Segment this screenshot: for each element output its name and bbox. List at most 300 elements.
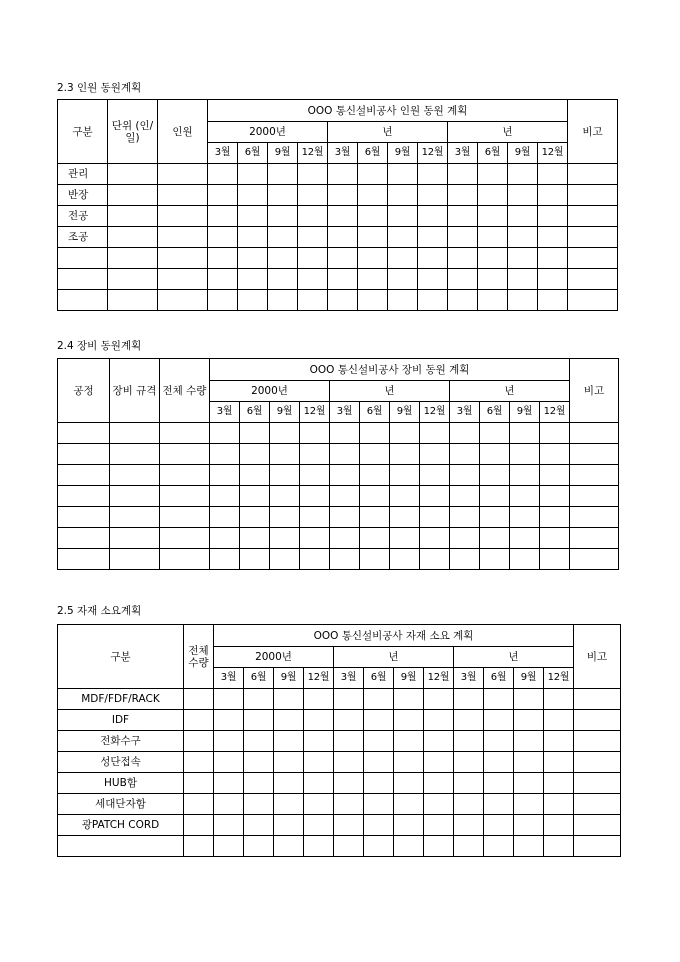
- header-total-quantity: 전체 수량: [184, 625, 214, 689]
- data-cell: [418, 206, 448, 227]
- row-label: 전화수구: [58, 731, 184, 752]
- table-row: [58, 465, 619, 486]
- data-cell: [394, 773, 424, 794]
- section-title-materials: 2.5 자재 소요계획: [57, 605, 142, 617]
- data-cell: [484, 710, 514, 731]
- month-header: 3월: [454, 668, 484, 689]
- month-header: 12월: [420, 402, 450, 423]
- data-cell: [538, 248, 568, 269]
- note-cell: [574, 710, 621, 731]
- month-header: 9월: [508, 143, 538, 164]
- data-cell: [540, 507, 570, 528]
- data-cell: [514, 752, 544, 773]
- data-cell: [330, 528, 360, 549]
- data-cell: [388, 290, 418, 311]
- data-cell: [540, 486, 570, 507]
- table-row: [58, 185, 618, 206]
- data-cell: [424, 731, 454, 752]
- data-cell: [210, 444, 240, 465]
- data-cell: [274, 689, 304, 710]
- data-cell: [454, 731, 484, 752]
- data-cell: [540, 528, 570, 549]
- data-cell: [388, 206, 418, 227]
- data-cell: [390, 486, 420, 507]
- data-cell: [274, 794, 304, 815]
- table-row: [58, 710, 621, 731]
- data-cell: [508, 227, 538, 248]
- data-cell: [160, 528, 210, 549]
- data-cell: [214, 731, 244, 752]
- data-cell: [244, 710, 274, 731]
- data-cell: [418, 269, 448, 290]
- data-cell: [334, 752, 364, 773]
- data-cell: [158, 269, 208, 290]
- data-cell: [334, 731, 364, 752]
- data-cell: [210, 528, 240, 549]
- data-cell: [394, 710, 424, 731]
- data-cell: [110, 444, 160, 465]
- data-cell: [448, 164, 478, 185]
- row-label: [58, 528, 110, 549]
- data-cell: [328, 227, 358, 248]
- data-cell: [514, 689, 544, 710]
- data-cell: [304, 794, 334, 815]
- data-cell: [358, 227, 388, 248]
- data-cell: [304, 752, 334, 773]
- data-cell: [268, 269, 298, 290]
- row-label: [58, 290, 108, 311]
- data-cell: [108, 164, 158, 185]
- data-cell: [270, 507, 300, 528]
- data-cell: [510, 528, 540, 549]
- data-cell: [424, 815, 454, 836]
- data-cell: [358, 269, 388, 290]
- month-header: 9월: [268, 143, 298, 164]
- data-cell: [160, 486, 210, 507]
- data-cell: [240, 528, 270, 549]
- row-label: [58, 486, 110, 507]
- data-cell: [214, 689, 244, 710]
- data-cell: [420, 423, 450, 444]
- data-cell: [510, 444, 540, 465]
- data-cell: [208, 269, 238, 290]
- month-header: 9월: [510, 402, 540, 423]
- row-label: 성단접속: [58, 752, 184, 773]
- data-cell: [538, 185, 568, 206]
- data-cell: [330, 444, 360, 465]
- data-cell: [388, 164, 418, 185]
- data-cell: [514, 794, 544, 815]
- year-header: 년: [450, 381, 570, 402]
- data-cell: [244, 815, 274, 836]
- data-cell: [300, 549, 330, 570]
- data-cell: [270, 444, 300, 465]
- data-cell: [274, 836, 304, 857]
- month-header: 6월: [360, 402, 390, 423]
- data-cell: [484, 773, 514, 794]
- data-cell: [360, 528, 390, 549]
- data-cell: [390, 465, 420, 486]
- data-cell: [238, 227, 268, 248]
- row-label: IDF: [58, 710, 184, 731]
- data-cell: [108, 269, 158, 290]
- year-header: 년: [330, 381, 450, 402]
- data-cell: [334, 773, 364, 794]
- data-cell: [538, 290, 568, 311]
- data-cell: [450, 528, 480, 549]
- table-row: [58, 423, 619, 444]
- data-cell: [420, 507, 450, 528]
- data-cell: [238, 185, 268, 206]
- data-cell: [110, 507, 160, 528]
- data-cell: [388, 248, 418, 269]
- year-header: 년: [448, 122, 568, 143]
- note-cell: [574, 689, 621, 710]
- data-cell: [298, 206, 328, 227]
- month-header: 6월: [484, 668, 514, 689]
- data-cell: [510, 507, 540, 528]
- header-unit: 단위 (인/일): [108, 100, 158, 164]
- data-cell: [108, 248, 158, 269]
- data-cell: [390, 549, 420, 570]
- data-cell: [424, 773, 454, 794]
- data-cell: [210, 423, 240, 444]
- data-cell: [244, 836, 274, 857]
- data-cell: [184, 752, 214, 773]
- data-cell: [158, 185, 208, 206]
- data-cell: [360, 507, 390, 528]
- data-cell: [208, 185, 238, 206]
- data-cell: [394, 731, 424, 752]
- data-cell: [508, 290, 538, 311]
- data-cell: [358, 290, 388, 311]
- note-cell: [570, 549, 619, 570]
- table-row: [58, 227, 618, 248]
- year-header: 2000년: [208, 122, 328, 143]
- data-cell: [304, 773, 334, 794]
- data-cell: [478, 248, 508, 269]
- data-cell: [364, 773, 394, 794]
- month-header: 6월: [244, 668, 274, 689]
- data-cell: [300, 486, 330, 507]
- year-header: 년: [334, 647, 454, 668]
- data-cell: [454, 710, 484, 731]
- data-cell: [214, 773, 244, 794]
- header-category: 구분: [58, 100, 108, 164]
- month-header: 6월: [480, 402, 510, 423]
- data-cell: [298, 164, 328, 185]
- data-cell: [300, 507, 330, 528]
- data-cell: [184, 773, 214, 794]
- data-cell: [478, 206, 508, 227]
- header-note: 비고: [568, 100, 618, 164]
- data-cell: [270, 423, 300, 444]
- data-cell: [298, 227, 328, 248]
- data-cell: [420, 465, 450, 486]
- data-cell: [298, 248, 328, 269]
- data-cell: [394, 752, 424, 773]
- data-cell: [364, 752, 394, 773]
- data-cell: [538, 269, 568, 290]
- data-cell: [418, 164, 448, 185]
- data-cell: [454, 815, 484, 836]
- data-cell: [330, 423, 360, 444]
- data-cell: [540, 549, 570, 570]
- data-cell: [268, 290, 298, 311]
- month-header: 3월: [214, 668, 244, 689]
- data-cell: [328, 248, 358, 269]
- table-row: [58, 507, 619, 528]
- data-cell: [240, 507, 270, 528]
- table-row: [58, 528, 619, 549]
- data-cell: [364, 731, 394, 752]
- row-label: [58, 549, 110, 570]
- data-cell: [304, 731, 334, 752]
- data-cell: [484, 815, 514, 836]
- data-cell: [270, 549, 300, 570]
- month-header: 6월: [478, 143, 508, 164]
- data-cell: [360, 486, 390, 507]
- data-cell: [394, 815, 424, 836]
- table-row: [58, 815, 621, 836]
- header-total-quantity: 전체 수량: [160, 359, 210, 423]
- table-row: [58, 269, 618, 290]
- data-cell: [364, 689, 394, 710]
- data-cell: [514, 773, 544, 794]
- data-cell: [160, 423, 210, 444]
- data-cell: [360, 465, 390, 486]
- data-cell: [334, 794, 364, 815]
- table-row: [58, 773, 621, 794]
- data-cell: [238, 248, 268, 269]
- row-label: [58, 507, 110, 528]
- data-cell: [244, 731, 274, 752]
- data-cell: [108, 290, 158, 311]
- data-cell: [514, 836, 544, 857]
- data-cell: [304, 815, 334, 836]
- data-cell: [544, 836, 574, 857]
- data-cell: [334, 815, 364, 836]
- month-header: 3월: [448, 143, 478, 164]
- year-header: 년: [454, 647, 574, 668]
- note-cell: [570, 423, 619, 444]
- data-cell: [540, 465, 570, 486]
- data-cell: [268, 248, 298, 269]
- month-header: 9월: [390, 402, 420, 423]
- month-header: 12월: [540, 402, 570, 423]
- data-cell: [484, 689, 514, 710]
- data-cell: [544, 731, 574, 752]
- data-cell: [328, 290, 358, 311]
- data-cell: [214, 794, 244, 815]
- table-row: [58, 689, 621, 710]
- data-cell: [360, 549, 390, 570]
- data-cell: [240, 549, 270, 570]
- data-cell: [544, 689, 574, 710]
- data-cell: [364, 836, 394, 857]
- data-cell: [210, 549, 240, 570]
- row-label: [58, 423, 110, 444]
- data-cell: [158, 164, 208, 185]
- data-cell: [484, 731, 514, 752]
- note-cell: [574, 773, 621, 794]
- data-cell: [388, 227, 418, 248]
- data-cell: [270, 465, 300, 486]
- data-cell: [108, 185, 158, 206]
- data-cell: [418, 185, 448, 206]
- data-cell: [334, 710, 364, 731]
- data-cell: [424, 836, 454, 857]
- data-cell: [544, 752, 574, 773]
- data-cell: [238, 206, 268, 227]
- data-cell: [214, 710, 244, 731]
- section-title-personnel: 2.3 인원 동원계획: [57, 82, 142, 94]
- data-cell: [450, 507, 480, 528]
- data-cell: [510, 465, 540, 486]
- data-cell: [184, 836, 214, 857]
- data-cell: [110, 528, 160, 549]
- data-cell: [300, 528, 330, 549]
- data-cell: [108, 227, 158, 248]
- month-header: 3월: [330, 402, 360, 423]
- data-cell: [330, 507, 360, 528]
- data-cell: [454, 773, 484, 794]
- row-label: 광PATCH CORD: [58, 815, 184, 836]
- row-label: [58, 248, 108, 269]
- data-cell: [298, 290, 328, 311]
- data-cell: [478, 269, 508, 290]
- data-cell: [420, 549, 450, 570]
- data-cell: [390, 423, 420, 444]
- data-cell: [330, 486, 360, 507]
- data-cell: [210, 486, 240, 507]
- note-cell: [570, 444, 619, 465]
- plan-title: OOO 통신설비공사 장비 동원 계획: [210, 359, 570, 381]
- data-cell: [160, 549, 210, 570]
- note-cell: [574, 836, 621, 857]
- note-cell: [570, 486, 619, 507]
- data-cell: [480, 444, 510, 465]
- data-cell: [544, 815, 574, 836]
- data-cell: [160, 444, 210, 465]
- data-cell: [334, 836, 364, 857]
- data-cell: [300, 444, 330, 465]
- note-cell: [568, 227, 618, 248]
- data-cell: [238, 290, 268, 311]
- data-cell: [450, 423, 480, 444]
- data-cell: [158, 290, 208, 311]
- data-cell: [420, 486, 450, 507]
- data-cell: [454, 689, 484, 710]
- data-cell: [364, 815, 394, 836]
- data-cell: [390, 507, 420, 528]
- data-cell: [424, 710, 454, 731]
- data-cell: [244, 794, 274, 815]
- row-label: 세대단자함: [58, 794, 184, 815]
- year-header: 2000년: [214, 647, 334, 668]
- data-cell: [480, 423, 510, 444]
- data-cell: [238, 164, 268, 185]
- data-cell: [454, 752, 484, 773]
- note-cell: [574, 752, 621, 773]
- table-row: [58, 206, 618, 227]
- note-cell: [570, 465, 619, 486]
- data-cell: [360, 423, 390, 444]
- data-cell: [110, 423, 160, 444]
- data-cell: [184, 731, 214, 752]
- data-cell: [328, 269, 358, 290]
- data-cell: [514, 815, 544, 836]
- month-header: 3월: [450, 402, 480, 423]
- table-row: [58, 248, 618, 269]
- data-cell: [508, 164, 538, 185]
- data-cell: [330, 465, 360, 486]
- row-label: 관리: [58, 164, 108, 185]
- data-cell: [208, 290, 238, 311]
- month-header: 9월: [274, 668, 304, 689]
- note-cell: [574, 815, 621, 836]
- data-cell: [508, 248, 538, 269]
- month-header: 3월: [208, 143, 238, 164]
- data-cell: [240, 444, 270, 465]
- data-cell: [328, 164, 358, 185]
- note-cell: [568, 248, 618, 269]
- data-cell: [420, 444, 450, 465]
- table-row: [58, 752, 621, 773]
- data-cell: [160, 465, 210, 486]
- data-cell: [424, 752, 454, 773]
- personnel-mobilization-table: [57, 99, 618, 311]
- data-cell: [158, 206, 208, 227]
- data-cell: [300, 465, 330, 486]
- data-cell: [454, 836, 484, 857]
- data-cell: [478, 227, 508, 248]
- data-cell: [508, 206, 538, 227]
- row-label: [58, 836, 184, 857]
- data-cell: [540, 423, 570, 444]
- data-cell: [244, 752, 274, 773]
- data-cell: [208, 248, 238, 269]
- data-cell: [544, 794, 574, 815]
- header-category: 구분: [58, 625, 184, 689]
- data-cell: [274, 773, 304, 794]
- data-cell: [478, 164, 508, 185]
- data-cell: [334, 689, 364, 710]
- data-cell: [540, 444, 570, 465]
- data-cell: [538, 164, 568, 185]
- row-label: 반장: [58, 185, 108, 206]
- data-cell: [448, 248, 478, 269]
- data-cell: [450, 444, 480, 465]
- data-cell: [484, 794, 514, 815]
- data-cell: [184, 815, 214, 836]
- row-label: HUB함: [58, 773, 184, 794]
- data-cell: [274, 815, 304, 836]
- row-label: MDF/FDF/RACK: [58, 689, 184, 710]
- data-cell: [160, 507, 210, 528]
- note-cell: [568, 269, 618, 290]
- data-cell: [268, 164, 298, 185]
- month-header: 3월: [210, 402, 240, 423]
- month-header: 9월: [394, 668, 424, 689]
- month-header: 12월: [424, 668, 454, 689]
- data-cell: [510, 423, 540, 444]
- table-row: [58, 444, 619, 465]
- month-header: 9월: [388, 143, 418, 164]
- row-label: [58, 269, 108, 290]
- data-cell: [274, 752, 304, 773]
- month-header: 6월: [358, 143, 388, 164]
